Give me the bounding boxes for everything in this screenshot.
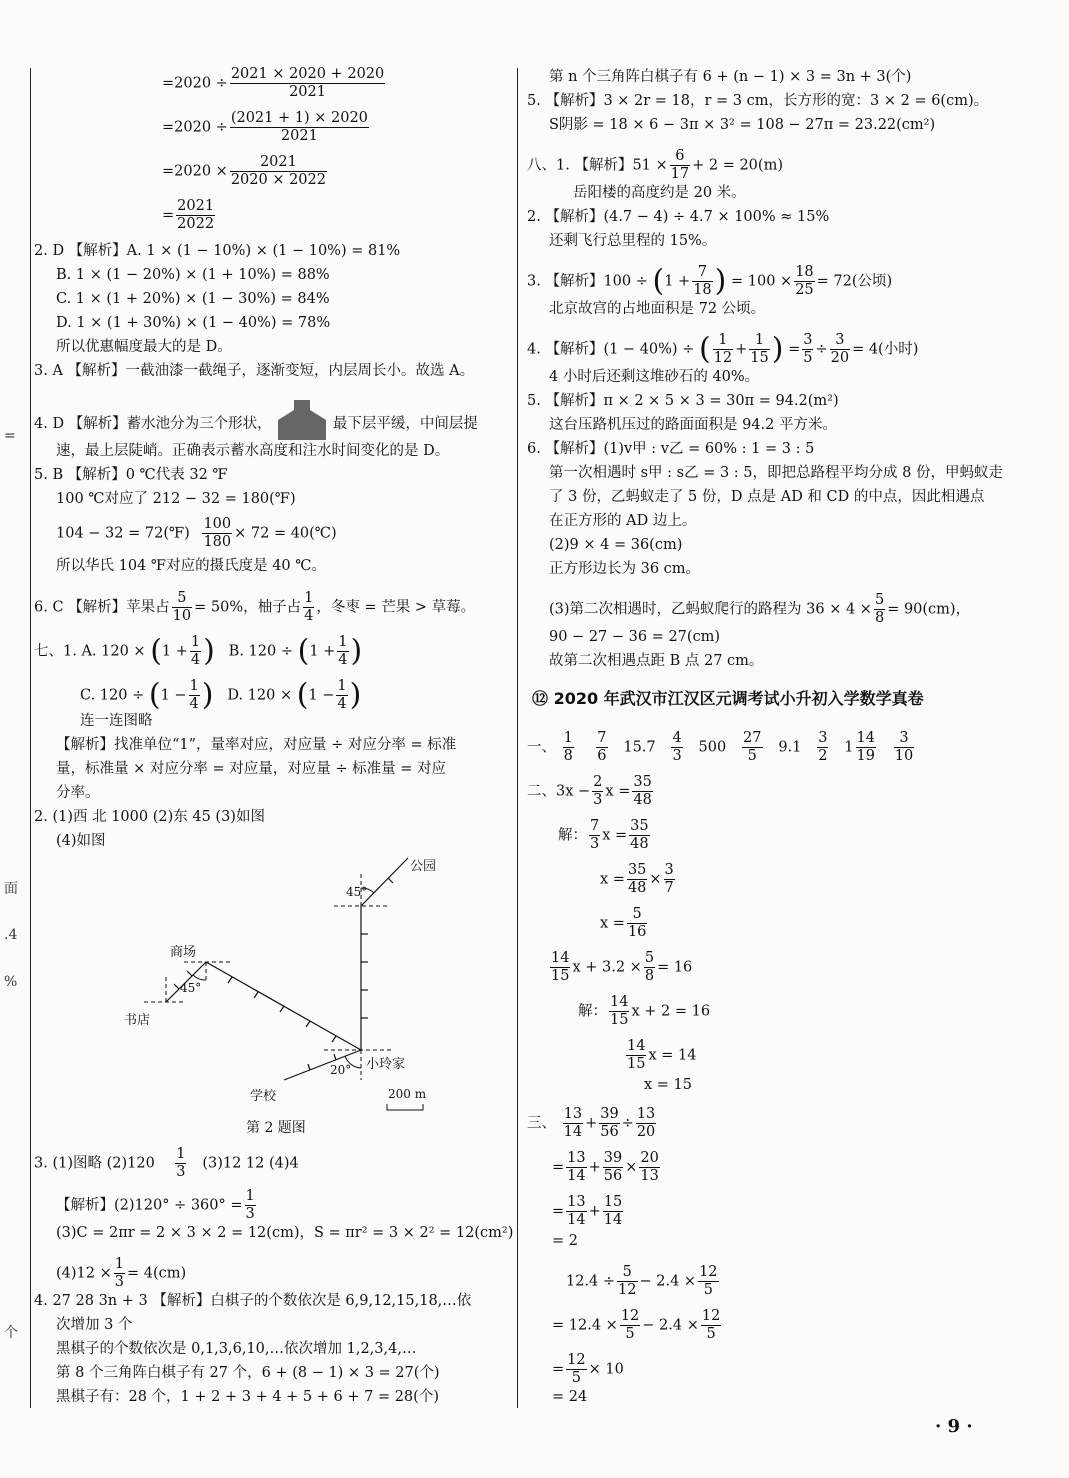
map-label-park: 公园 <box>410 859 437 874</box>
s2-eq1: x = $\frac{5}{16}$ <box>600 906 647 940</box>
q2-line: 所以优惠幅度最大的是 D。 <box>56 339 232 355</box>
s8-q6-line: 在正方形的 AD 边上。 <box>549 513 697 529</box>
s3-calc2: = 24 <box>552 1389 588 1405</box>
s3-calc1: = $\frac{13}{14}$ + $\frac{39}{56}$ × $\frac{20}{13}$ <box>552 1150 659 1184</box>
q5-line: 100 ℃对应了 212 − 32 = 180(℉) <box>56 491 296 507</box>
q4-line: 4. D 【解析】蓄水池分为三个形状， 最下层平缓，中间层提 <box>34 402 478 446</box>
s8-q6-line: 6. 【解析】(1)v甲 : v乙 = 60% : 1 = 3 : 5 <box>527 441 815 457</box>
s7-q4-line: 4. 27 28 3n + 3 【解析】白棋子的个数依次是 6,9,12,15,18,…依 <box>34 1293 472 1309</box>
s7-q4-line: 次增加 3 个 <box>56 1317 133 1333</box>
s7-q1-line: 量，标准量 × 对应分率 = 对应量，对应量 ÷ 标准量 = 对应 <box>56 761 446 777</box>
q5-line: 所以华氏 104 ℉对应的摄氏度是 40 ℃。 <box>56 558 326 574</box>
s7-q3-line: 【解析】(2)120° ÷ 360° = $\frac{1}{3}$ <box>56 1188 255 1222</box>
s8-q6-line: (3)第二次相遇时，乙蚂蚁爬行的路程为 36 × 4 × $\frac{5}{8}$ = 90(cm)， <box>549 592 971 626</box>
s3-calc2: = $\frac{12}{5}$ × 10 <box>552 1352 624 1386</box>
s2-eq2: x = 15 <box>644 1077 692 1093</box>
map-label-mall: 商场 <box>170 945 197 960</box>
map-angle-label: 20° <box>330 1063 352 1077</box>
margin-mark: 面 <box>4 881 18 897</box>
s3-calc2: = 12.4 × $\frac{12}{5}$ − 2.4 × $\frac{12}{5}$ <box>552 1308 721 1342</box>
reservoir-shape-icon <box>276 398 328 442</box>
q2-line: D. 1 × (1 + 30%) × (1 − 40%) = 78% <box>56 315 331 331</box>
s2-eq2: $\frac{14}{15}$ x + 3.2 × $\frac{5}{8}$ = 16 <box>551 950 693 984</box>
s7-q3-line: (3)C = 2πr = 2 × 3 × 2 = 12(cm)，S = πr² = 3 × 2² = 12(cm²) <box>56 1225 514 1241</box>
s7-q4-line: 第 8 个三角阵白棋子有 27 个，6 + (8 − 1) × 3 = 27(个) <box>56 1365 440 1381</box>
s8-q6-line: 了 3 份，乙蚂蚁走了 5 份，D 点是 AD 和 CD 的中点，因此相遇点 <box>549 489 985 505</box>
s7-q1-line: 连一连图略 <box>80 713 153 729</box>
s8-q2-line: 2. 【解析】(4.7 − 4) ÷ 4.7 × 100% ≈ 15% <box>527 209 830 225</box>
s2-eq1: 二、3x − $\frac{2}{3}$ x = $\frac{35}{48}$ <box>527 774 652 808</box>
map-angle-label: 45° <box>180 981 202 995</box>
direction-map-figure <box>74 852 494 1142</box>
map-angle-label: 45° <box>346 885 368 899</box>
section-title: ⑫ 2020 年武汉市江汉区元调考试小升初入学数学真卷 <box>532 689 924 708</box>
map-scale-label: 200 m <box>388 1087 427 1101</box>
calc-step-4: = $\frac{2021}{2022}$ <box>162 198 215 232</box>
s7-q1-line: C. 120 ÷ (1 − $\frac{1}{4}$ ) D. 120 × (1 − $\frac{1}{4}$ ) <box>80 677 362 713</box>
s8-q6-line: 第一次相遇时 s甲 : s乙 = 3 : 5，即把总路程平均分成 8 份，甲蚂蚁走 <box>549 465 1003 481</box>
s2-eq1: 解： $\frac{7}{3}$ x = $\frac{35}{48}$ <box>558 818 649 852</box>
q3-line: 3. A 【解析】一截油漆一截绳子，逐渐变短，内层周长小。故选 A。 <box>34 363 475 379</box>
s7-q2-line: 2. (1)西 北 1000 (2)东 45 (3)如图 <box>34 809 265 825</box>
map-label-bookstore: 书店 <box>124 1013 151 1028</box>
calc-step-1: =2020 ÷ $\frac{2021 \times 2020 + 2020}{2021}$ <box>162 66 385 100</box>
s8-q1-line: 八、1. 【解析】51 × $\frac{6}{17}$ + 2 = 20(m) <box>527 148 783 182</box>
answer-line: 5. 【解析】3 × 2r = 18，r = 3 cm，长方形的宽：3 × 2 = 6(cm)。 <box>527 93 989 109</box>
s7-q3-line: 3. (1)图略 (2)120 $\frac{1}{3}$ (3)12 12 (4)4 <box>34 1146 299 1180</box>
s7-q2-line: (4)如图 <box>56 833 106 849</box>
margin-mark: % <box>4 974 18 990</box>
page-number: · 9 · <box>935 1416 973 1437</box>
s8-q6-line: 90 − 27 − 36 = 27(cm) <box>549 629 721 645</box>
column-divider-center <box>517 68 518 1408</box>
s2-eq1: x = $\frac{35}{48}$ × $\frac{3}{7}$ <box>600 862 674 896</box>
s8-q6-line: (2)9 × 4 = 36(cm) <box>549 537 683 553</box>
column-divider-left <box>30 68 31 1408</box>
s1-answers: 一、 $\frac{1}{8}$ $\frac{7}{6}$ 15.7 $\frac{4}{3}$ 500 $\frac{27}{5}$ 9.1 $\frac{3}{2}$ 1 $\frac{14}{19}$ $\frac{3}{10}$ <box>527 730 914 764</box>
q4-line: 速，最上层陡峭。正确表示蓄水高度和注水时间变化的是 D。 <box>56 443 450 459</box>
s8-q6-line: 正方形边长为 36 cm。 <box>549 561 701 577</box>
q2-line: C. 1 × (1 + 20%) × (1 − 30%) = 84% <box>56 291 330 307</box>
map-label-home: 小玲家 <box>366 1057 406 1072</box>
q2-line: 2. D 【解析】A. 1 × (1 − 10%) × (1 − 10%) = 81% <box>34 243 401 259</box>
map-label-school: 学校 <box>250 1089 277 1104</box>
s7-q1-line: 分率。 <box>56 785 100 801</box>
s3-calc2: 12.4 ÷ $\frac{5}{12}$ − 2.4 × $\frac{12}{5}$ <box>566 1264 718 1298</box>
s7-q1-line: 七、1. A. 120 × (1 + $\frac{1}{4}$ ) B. 120 ÷ (1 + $\frac{1}{4}$ ) <box>34 633 363 669</box>
margin-mark: 个 <box>4 1325 18 1341</box>
s8-q4-line: 4 小时后还剩这堆砂石的 40%。 <box>549 369 760 385</box>
q5-line: 5. B 【解析】0 ℃代表 32 ℉ <box>34 467 228 483</box>
s8-q2-line: 还剩飞行总里程的 15%。 <box>549 233 717 249</box>
s7-q3-line: (4)12 × $\frac{1}{3}$ = 4(cm) <box>56 1256 187 1290</box>
s8-q5-line: 5. 【解析】π × 2 × 5 × 3 = 30π = 94.2(m²) <box>527 393 839 409</box>
s3-calc1: = 2 <box>552 1233 578 1249</box>
s8-q5-line: 这台压路机压过的路面面积是 94.2 平方米。 <box>549 417 838 433</box>
calc-step-3: =2020 × $\frac{2021}{2020 \times 2022}$ <box>162 154 326 188</box>
s3-calc1: 三、 $\frac{13}{14}$ + $\frac{39}{56}$ ÷ $\frac{13}{20}$ <box>527 1106 656 1140</box>
s8-q6-line: 故第二次相遇点距 B 点 27 cm。 <box>549 653 764 669</box>
s2-eq2: 解： $\frac{14}{15}$ x + 2 = 16 <box>578 994 711 1028</box>
q6-line: 6. C 【解析】苹果占 $\frac{5}{10}$ = 50%，柚子占 $\frac{1}{4}$ ，冬枣 = 芒果 > 草莓。 <box>34 590 476 624</box>
margin-mark: .4 <box>4 927 18 943</box>
s7-q4-line: 黑棋子的个数依次是 0,1,3,6,10,…依次增加 1,2,3,4,… <box>56 1341 417 1357</box>
answer-line: 第 n 个三角阵白棋子有 6 + (n − 1) × 3 = 3n + 3(个) <box>549 69 912 85</box>
map-caption: 第 2 题图 <box>246 1120 306 1136</box>
calc-step-2: =2020 ÷ $\frac{(2021 + 1) \times 2020}{2021}$ <box>162 110 368 144</box>
s8-q3-line: 北京故宫的占地面积是 72 公顷。 <box>549 301 766 317</box>
q5-line: 104 − 32 = 72(℉) $\frac{100}{180}$ × 72 = 40(℃) <box>56 516 337 550</box>
s2-eq2: $\frac{14}{15}$ x = 14 <box>627 1038 697 1072</box>
q2-line: B. 1 × (1 − 20%) × (1 + 10%) = 88% <box>56 267 330 283</box>
s8-q1-line: 岳阳楼的高度约是 20 米。 <box>573 185 746 201</box>
s8-q4-line: 4. 【解析】(1 − 40%) ÷ ( $\frac{1}{12}$ + $\frac{1}{15}$ ) = $\frac{3}{5}$ ÷ $\frac{3}{20}$ = 4(小时) <box>527 331 919 367</box>
s7-q1-line: 【解析】找准单位“1”，量率对应，对应量 ÷ 对应分率 = 标准 <box>56 737 457 753</box>
margin-mark: = <box>4 428 16 444</box>
s3-calc1: = $\frac{13}{14}$ + $\frac{15}{14}$ <box>552 1194 623 1228</box>
s8-q3-line: 3. 【解析】100 ÷ (1 + $\frac{7}{18}$ ) = 100 × $\frac{18}{25}$ = 72(公顷) <box>527 263 893 299</box>
s7-q4-line: 黑棋子有：28 个，1 + 2 + 3 + 4 + 5 + 6 + 7 = 28(个) <box>56 1389 439 1405</box>
answer-line: S阴影 = 18 × 6 − 3π × 3² = 108 − 27π = 23.22(cm²) <box>549 117 936 133</box>
